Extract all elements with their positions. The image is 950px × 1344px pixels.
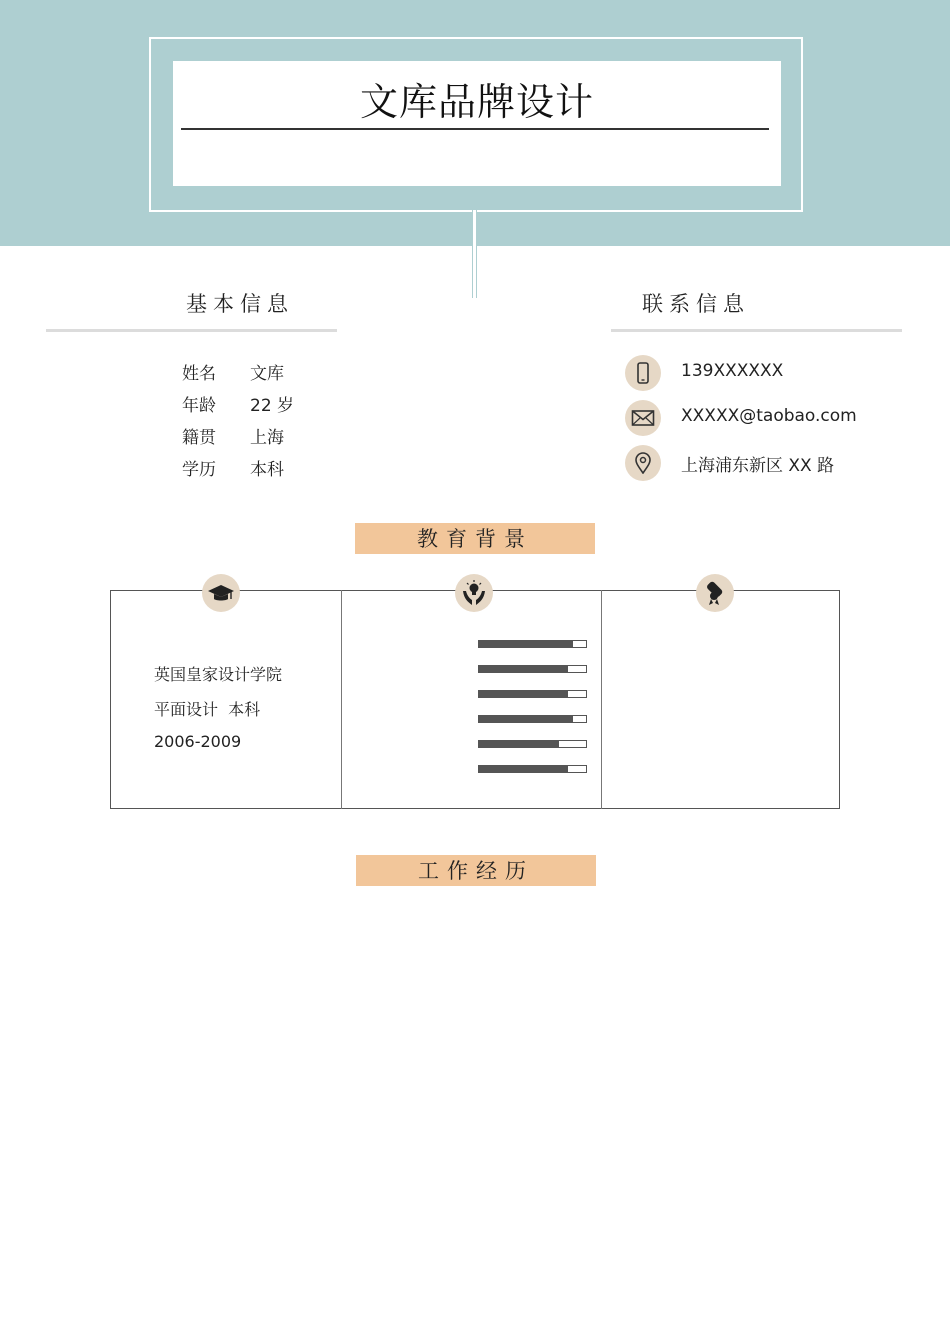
- phone-icon: [625, 355, 661, 391]
- column-divider: [341, 590, 342, 809]
- info-row-hometown: [182, 423, 284, 448]
- skill-bar: [478, 665, 587, 673]
- info-key: 学历: [182, 460, 216, 480]
- skill-bar-fill: [479, 641, 573, 647]
- info-row-name: [182, 359, 284, 384]
- email-text: XXXXX@taobao.com: [681, 406, 857, 426]
- info-row-degree: [182, 455, 284, 480]
- basic-info-rule: [46, 329, 337, 332]
- contact-heading: 联系信息: [642, 292, 750, 316]
- title-underline: [181, 128, 769, 130]
- contact-rule: [611, 329, 902, 332]
- title-card: [173, 61, 781, 186]
- address-text: 上海浦东新区 XX 路: [681, 456, 835, 476]
- info-key: 籍贯: [182, 428, 216, 448]
- envelope-icon: [625, 400, 661, 436]
- skill-bar: [478, 690, 587, 698]
- education-banner: 教育背景: [355, 523, 595, 554]
- skill-bar-fill: [479, 716, 573, 722]
- work-banner: 工作经历: [356, 855, 596, 886]
- info-value: 22 岁: [250, 396, 295, 416]
- study-years: 2006-2009: [154, 732, 242, 751]
- skill-bar-fill: [479, 666, 568, 672]
- info-value: 本科: [250, 460, 284, 480]
- skill-bar-fill: [479, 741, 559, 747]
- basic-info-heading: 基本信息: [186, 292, 294, 316]
- major-degree: 平面设计 本科: [154, 700, 261, 719]
- info-key: 年龄: [182, 396, 216, 416]
- skill-bar: [478, 765, 587, 773]
- lightbulb-hands-icon: [455, 574, 493, 612]
- location-pin-icon: [625, 445, 661, 481]
- skill-bar: [478, 640, 587, 648]
- skill-bar: [478, 715, 587, 723]
- info-key: 姓名: [182, 364, 216, 384]
- info-value: 文库: [250, 364, 284, 384]
- column-divider: [601, 590, 602, 809]
- info-row-age: [182, 391, 294, 416]
- skill-bar-fill: [479, 766, 568, 772]
- phone-text: 139XXXXXX: [681, 361, 784, 381]
- school-name: 英国皇家设计学院: [154, 665, 283, 684]
- skill-bar: [478, 740, 587, 748]
- graduation-cap-icon: [202, 574, 240, 612]
- info-value: 上海: [250, 428, 284, 448]
- skill-bar-fill: [479, 691, 568, 697]
- diploma-scroll-icon: [696, 574, 734, 612]
- page-title: 文库品牌设计: [359, 80, 594, 124]
- header-connector: [472, 210, 477, 298]
